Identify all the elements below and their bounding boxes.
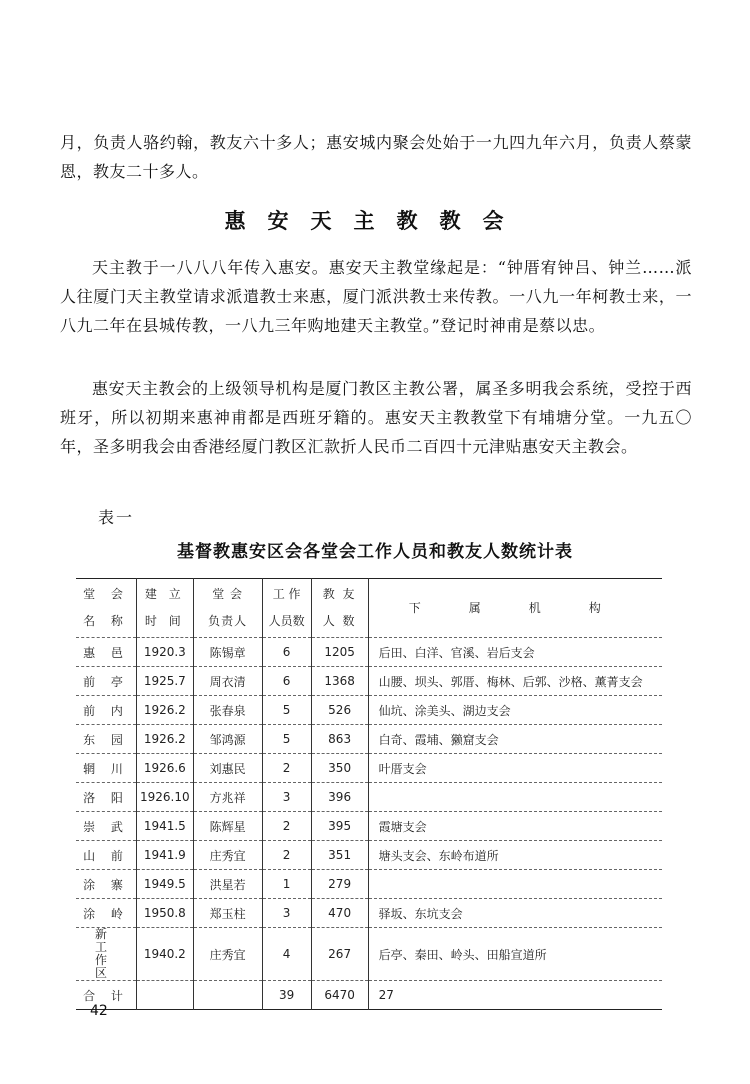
table-row bbox=[76, 783, 662, 812]
table-cell bbox=[137, 981, 194, 1010]
table-cell: 39 bbox=[262, 981, 311, 1010]
table-cell: 张春泉 bbox=[193, 696, 262, 725]
table-cell: 霞塘支会 bbox=[378, 819, 427, 834]
table-cell: 崇 武 bbox=[76, 812, 137, 841]
table-cell: 山 前 bbox=[76, 841, 137, 870]
table-cell: 东 园 bbox=[76, 725, 137, 754]
table-cell bbox=[368, 783, 662, 812]
table-cell: 山腰、坝头、郭厝、梅林、后郭、沙格、薰菁支会 bbox=[378, 674, 643, 689]
table-cell: 3 bbox=[262, 783, 311, 812]
header-cell: 建 立 时 间 bbox=[137, 579, 194, 638]
table-cell bbox=[368, 870, 662, 899]
table-cell: 庄秀宜 bbox=[193, 841, 262, 870]
table-cell: 6 bbox=[262, 638, 311, 667]
table-cell: 526 bbox=[311, 696, 368, 725]
header-cell: 工 作 人员数 bbox=[262, 579, 311, 638]
table-row bbox=[76, 981, 662, 1010]
table-cell: 1 bbox=[262, 870, 311, 899]
table-cell: 1205 bbox=[311, 638, 368, 667]
table-cell: 27 bbox=[378, 988, 394, 1002]
table-header-row bbox=[76, 579, 662, 638]
table-cell: 陈锡章 bbox=[193, 638, 262, 667]
table-cell: 惠 邑 bbox=[76, 638, 137, 667]
table-cell: 白奇、霞埔、獭窟支会 bbox=[378, 732, 499, 747]
table-cell: 350 bbox=[311, 754, 368, 783]
table-cell: 庄秀宜 bbox=[193, 928, 262, 981]
header-cell: 下属机构 bbox=[408, 600, 649, 615]
table-cell: 396 bbox=[311, 783, 368, 812]
table-cell: 陈辉星 bbox=[193, 812, 262, 841]
table-cell: 1925.7 bbox=[137, 667, 194, 696]
table-cell: 351 bbox=[311, 841, 368, 870]
table-cell: 前 亭 bbox=[76, 667, 137, 696]
table-row bbox=[76, 667, 662, 696]
table-cell: 1368 bbox=[311, 667, 368, 696]
table-row bbox=[76, 812, 662, 841]
table-cell: 涂 寨 bbox=[76, 870, 137, 899]
table-cell: 塘头支会、东岭布道所 bbox=[378, 848, 499, 863]
table-cell: 1941.5 bbox=[137, 812, 194, 841]
table-cell: 后田、白洋、官溪、岩后支会 bbox=[378, 645, 535, 660]
table-title: 基督教惠安区会各堂会工作人员和教友人数统计表 bbox=[177, 542, 573, 562]
table-cell: 2 bbox=[262, 841, 311, 870]
table-cell: 洪星若 bbox=[193, 870, 262, 899]
table-cell: 5 bbox=[262, 725, 311, 754]
table-cell: 1941.9 bbox=[137, 841, 194, 870]
table-row bbox=[76, 841, 662, 870]
table-cell: 4 bbox=[262, 928, 311, 981]
table-cell: 6 bbox=[262, 667, 311, 696]
table-cell: 邹鸿源 bbox=[193, 725, 262, 754]
statistics-table bbox=[76, 578, 662, 1010]
table-cell: 后亭、秦田、岭头、田船宣道所 bbox=[378, 947, 547, 962]
table-cell: 合 计 bbox=[76, 981, 137, 1010]
table-cell: 1926.6 bbox=[137, 754, 194, 783]
table-cell: 1940.2 bbox=[137, 928, 194, 981]
table-cell: 辋 川 bbox=[76, 754, 137, 783]
table-cell: 279 bbox=[311, 870, 368, 899]
table-cell: 新 工 作 区 bbox=[76, 928, 137, 981]
table-cell: 刘惠民 bbox=[193, 754, 262, 783]
table-cell: 1949.5 bbox=[137, 870, 194, 899]
table-cell: 涂 岭 bbox=[76, 899, 137, 928]
paragraph-2: 惠安天主教会的上级领导机构是厦门教区主教公署，属圣多明我会系统，受控于西班牙，所以初期来惠神甫都是西班牙籍的。惠安天主教教堂下有埔塘分堂。一九五〇年，圣多明我会由香港经厦门教区汇款折人民币二百四十元津贴惠安天主教会。 bbox=[60, 379, 692, 456]
table-row bbox=[76, 899, 662, 928]
table-cell: 仙坑、涂美头、湖边支会 bbox=[378, 703, 511, 718]
table-cell: 郑玉柱 bbox=[193, 899, 262, 928]
table-cell: 周衣清 bbox=[193, 667, 262, 696]
table-cell: 863 bbox=[311, 725, 368, 754]
table-cell: 1920.3 bbox=[137, 638, 194, 667]
table-cell: 470 bbox=[311, 899, 368, 928]
table-cell: 叶厝支会 bbox=[378, 761, 427, 776]
section-heading: 惠安天主教教会 bbox=[224, 209, 526, 233]
table-label: 表一 bbox=[98, 508, 135, 527]
page-number: 42 bbox=[90, 1003, 108, 1019]
table-row bbox=[76, 725, 662, 754]
header-cell: 堂 会 名 称 bbox=[76, 579, 137, 638]
table-row bbox=[76, 754, 662, 783]
table-cell: 1926.2 bbox=[137, 696, 194, 725]
header-cell: 教 友 人 数 bbox=[311, 579, 368, 638]
table-row bbox=[76, 870, 662, 899]
paragraph-1: 天主教于一八八八年传入惠安。惠安天主教堂缘起是：“钟厝宥钟吕、钟兰……派人往厦门天主教堂请求派遣教士来惠，厦门派洪教士来传教。一八九一年柯教士来，一八九二年在县城传教，一八九三年购地建天主教堂。”登记时神甫是蔡以忠。 bbox=[60, 258, 692, 335]
table-cell: 3 bbox=[262, 899, 311, 928]
table-cell: 2 bbox=[262, 812, 311, 841]
table-cell bbox=[193, 981, 262, 1010]
table-cell: 1926.2 bbox=[137, 725, 194, 754]
table-cell: 395 bbox=[311, 812, 368, 841]
table-row bbox=[76, 638, 662, 667]
table-cell: 1950.8 bbox=[137, 899, 194, 928]
table-row bbox=[76, 928, 662, 981]
header-cell: 堂 会 负责人 bbox=[193, 579, 262, 638]
table-cell: 1926.10 bbox=[137, 783, 194, 812]
table-cell: 方兆祥 bbox=[193, 783, 262, 812]
table-cell: 洛 阳 bbox=[76, 783, 137, 812]
table-cell: 6470 bbox=[311, 981, 368, 1010]
table-cell: 2 bbox=[262, 754, 311, 783]
table-cell: 267 bbox=[311, 928, 368, 981]
intro-paragraph: 月，负责人骆约翰，教友六十多人；惠安城内聚会处始于一九四九年六月，负责人蔡蒙恩，教友二十多人。 bbox=[60, 133, 692, 181]
table-cell: 5 bbox=[262, 696, 311, 725]
table-cell: 驿坂、东坑支会 bbox=[378, 906, 463, 921]
table-cell: 前 内 bbox=[76, 696, 137, 725]
table-row bbox=[76, 696, 662, 725]
